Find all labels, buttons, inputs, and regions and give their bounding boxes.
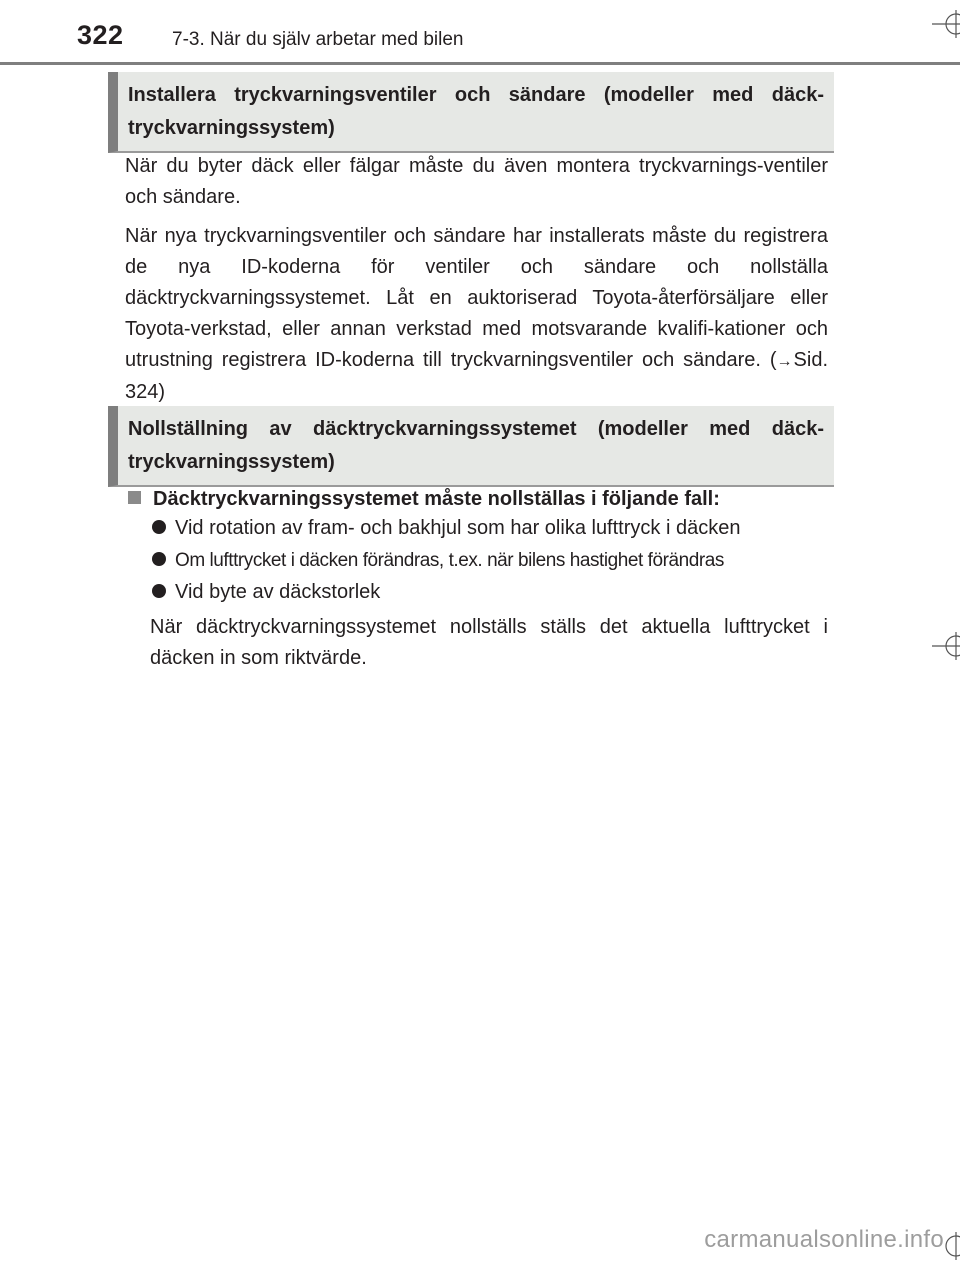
header-rule <box>0 62 960 65</box>
subheading-reset-cases <box>128 484 828 514</box>
watermark: carmanualsonline.info <box>704 1226 944 1253</box>
subheading-text: Däcktryckvarningssystemet måste nollställas i följande fall: <box>153 488 720 510</box>
list-item-text: Om lufttrycket i däcken förändras, t.ex. när bilens hastighet förändras <box>175 550 724 571</box>
registration-mark-middle-icon <box>932 632 960 660</box>
list-item <box>152 513 832 544</box>
list-item <box>152 577 832 608</box>
section-heading-line2: tryckvarningssystem) <box>128 117 335 139</box>
section-heading-line1: Installera tryckvarningsventiler och sändare (modeller med däck- <box>128 84 824 106</box>
list-item <box>152 545 832 576</box>
page-reference-link[interactable]: Sid. 324 <box>125 349 828 403</box>
bullet-dot-icon <box>152 584 166 598</box>
paragraph-replace-tires: När du byter däck eller fälgar måste du även montera tryckvarnings-ventiler och sändare. <box>125 155 828 208</box>
section-heading-reset-system <box>108 406 834 487</box>
section-heading-line2: tryckvarningssystem) <box>128 451 335 473</box>
section1-body <box>125 151 828 408</box>
registration-mark-top-icon <box>932 10 960 38</box>
arrow-right-icon: → <box>776 353 793 370</box>
bullet-dot-icon <box>152 552 166 566</box>
square-bullet-icon <box>128 491 141 504</box>
section-heading-install-valves <box>108 72 834 153</box>
section-heading-line1: Nollställning av däcktryckvarningssystemet (modeller med däck- <box>128 418 824 440</box>
paragraph-register-codes <box>125 221 828 408</box>
note-reference-value: När däcktryckvarningssystemet nollställs ställs det aktuella lufttrycket i däcken in som riktvärde. <box>150 616 828 669</box>
chapter-title: 7-3. När du själv arbetar med bilen <box>172 29 464 50</box>
bullet-dot-icon <box>152 520 166 534</box>
bullet-list <box>152 513 832 609</box>
list-item-text: Vid byte av däckstorlek <box>175 581 381 603</box>
paragraph-register-codes-text: När nya tryckvarningsventiler och sändare har installerats måste du registrera de nya ID-koderna för ventiler och sändare och nollställa däcktryckvarningssystemet. Låt en auktoriserad Toyota-återförsäljare eller Toyota-verkstad, eller annan verkstad med motsvarande kvalifi-kationer och utrustning registrera ID-koderna till tryckvarningsventiler och sändare. ( <box>125 225 828 371</box>
page-number: 322 <box>77 20 124 50</box>
paragraph-close-paren: ) <box>158 381 166 403</box>
list-item-text: Vid rotation av fram- och bakhjul som har olika lufttryck i däcken <box>175 517 741 539</box>
